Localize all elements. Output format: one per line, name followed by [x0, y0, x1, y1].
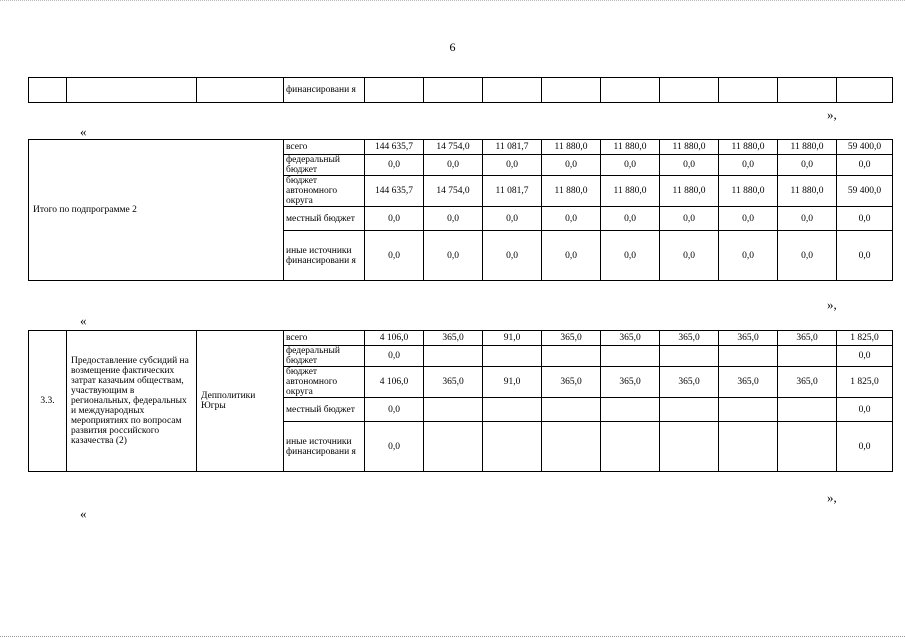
value-cell: 91,0	[483, 367, 542, 398]
value-cell	[601, 398, 660, 422]
source-cell: федеральный бюджет	[284, 346, 365, 367]
value-cell: 365,0	[542, 367, 601, 398]
table-row	[29, 78, 893, 103]
value-cell	[424, 398, 483, 422]
value-cell: 0,0	[542, 207, 601, 231]
value-cell: 1 825,0	[837, 367, 893, 398]
value-cell	[778, 422, 837, 472]
value-cell: 11 880,0	[660, 140, 719, 155]
value-cell: 11 880,0	[601, 176, 660, 207]
continuation-table	[28, 77, 893, 103]
value-cell	[660, 346, 719, 367]
value-cell: 0,0	[660, 231, 719, 281]
value-cell: 0,0	[778, 207, 837, 231]
value-cell: 365,0	[424, 331, 483, 346]
value-cell: 365,0	[424, 367, 483, 398]
page-number: 6	[449, 40, 456, 54]
subprogram-name: Итого по подпрограмме 2	[29, 140, 284, 281]
value-cell: 14 754,0	[424, 140, 483, 155]
value-cell: 0,0	[483, 155, 542, 176]
value-cell: 0,0	[778, 155, 837, 176]
value-cell	[719, 346, 778, 367]
value-cell: 11 880,0	[719, 140, 778, 155]
source-cell: федеральный бюджет	[284, 155, 365, 176]
value-cell: 365,0	[660, 331, 719, 346]
source-cell: местный бюджет	[284, 207, 365, 231]
value-cell: 0,0	[837, 398, 893, 422]
value-cell: 0,0	[365, 346, 424, 367]
empty-cell	[29, 78, 67, 103]
value-cell: 0,0	[365, 422, 424, 472]
value-cell	[660, 422, 719, 472]
source-cell: бюджет автономного округа	[284, 367, 365, 398]
value-cell: 0,0	[601, 155, 660, 176]
measure-executor: Депполитики Югры	[197, 331, 284, 472]
measure-number: 3.3.	[29, 331, 67, 472]
value-cell: 0,0	[837, 207, 893, 231]
value-cell: 0,0	[778, 231, 837, 281]
value-cell	[483, 398, 542, 422]
value-cell: 0,0	[837, 422, 893, 472]
close-quote: »,	[827, 107, 837, 122]
value-cell: 144 635,7	[365, 176, 424, 207]
value-cell: 0,0	[542, 155, 601, 176]
source-cell: иные источники финансировани я	[284, 231, 365, 281]
value-cell: 365,0	[778, 367, 837, 398]
table-row	[29, 331, 893, 346]
subprogram-total-table	[28, 139, 893, 281]
value-cell: 0,0	[837, 231, 893, 281]
value-cell: 365,0	[719, 367, 778, 398]
source-cell: финансировани я	[284, 78, 365, 103]
value-cell: 0,0	[424, 155, 483, 176]
value-cell: 0,0	[837, 346, 893, 367]
value-cell	[483, 346, 542, 367]
open-quote: «	[80, 313, 87, 328]
value-cell	[542, 422, 601, 472]
close-quote: »,	[827, 490, 837, 505]
value-cell: 365,0	[660, 367, 719, 398]
value-cell	[778, 398, 837, 422]
table-row	[29, 140, 893, 155]
value-cell: 59 400,0	[837, 140, 893, 155]
value-cell: 0,0	[483, 207, 542, 231]
value-cell: 11 081,7	[483, 140, 542, 155]
value-cell	[424, 346, 483, 367]
value-cell	[542, 398, 601, 422]
value-cell: 0,0	[424, 207, 483, 231]
value-cell: 11 081,7	[483, 176, 542, 207]
value-cell: 0,0	[601, 207, 660, 231]
value-cell: 0,0	[837, 155, 893, 176]
value-cell: 0,0	[424, 231, 483, 281]
close-quote: »,	[827, 297, 837, 312]
value-cell: 11 880,0	[542, 140, 601, 155]
value-cell: 0,0	[365, 398, 424, 422]
empty-cell	[67, 78, 197, 103]
value-cell: 11 880,0	[542, 176, 601, 207]
value-cell: 0,0	[719, 231, 778, 281]
value-cell: 91,0	[483, 331, 542, 346]
value-cell: 4 106,0	[365, 331, 424, 346]
value-cell: 0,0	[483, 231, 542, 281]
value-cell	[483, 422, 542, 472]
value-cell: 11 880,0	[601, 140, 660, 155]
value-cell: 365,0	[601, 331, 660, 346]
value-cell: 59 400,0	[837, 176, 893, 207]
value-cell: 11 880,0	[778, 140, 837, 155]
value-cell	[719, 422, 778, 472]
source-cell: местный бюджет	[284, 398, 365, 422]
value-cell: 365,0	[601, 367, 660, 398]
value-cell	[719, 398, 778, 422]
value-cell: 0,0	[542, 231, 601, 281]
value-cell: 4 106,0	[365, 367, 424, 398]
value-cell: 11 880,0	[660, 176, 719, 207]
value-cell: 14 754,0	[424, 176, 483, 207]
value-cell: 144 635,7	[365, 140, 424, 155]
source-cell: всего	[284, 140, 365, 155]
value-cell: 0,0	[601, 231, 660, 281]
open-quote: «	[80, 506, 87, 521]
value-cell: 1 825,0	[837, 331, 893, 346]
source-cell: иные источники финансировани я	[284, 422, 365, 472]
value-cell: 0,0	[660, 207, 719, 231]
value-cell: 0,0	[365, 231, 424, 281]
scan-edge-bottom	[0, 636, 905, 638]
measure-name: Предоставление субсидий на возмещение фактических затрат казачьим обществам, участвующим в региональных, федеральных и международных мероприятиях по вопросам развития российского казачества (2)	[67, 331, 197, 472]
source-cell: всего	[284, 331, 365, 346]
value-cell: 0,0	[719, 207, 778, 231]
value-cell: 0,0	[365, 155, 424, 176]
value-cell: 365,0	[719, 331, 778, 346]
value-cell: 365,0	[542, 331, 601, 346]
value-cell	[601, 346, 660, 367]
value-cell	[601, 422, 660, 472]
empty-cell	[197, 78, 284, 103]
value-cell: 365,0	[778, 331, 837, 346]
measure-table	[28, 330, 893, 472]
value-cell: 0,0	[719, 155, 778, 176]
open-quote: «	[80, 124, 87, 139]
value-cell: 0,0	[660, 155, 719, 176]
source-cell: бюджет автономного округа	[284, 176, 365, 207]
scan-edge-top	[0, 0, 905, 2]
value-cell: 0,0	[365, 207, 424, 231]
value-cell	[424, 422, 483, 472]
value-cell	[660, 398, 719, 422]
value-cell: 11 880,0	[778, 176, 837, 207]
value-cell: 11 880,0	[719, 176, 778, 207]
value-cell	[542, 346, 601, 367]
value-cell	[778, 346, 837, 367]
